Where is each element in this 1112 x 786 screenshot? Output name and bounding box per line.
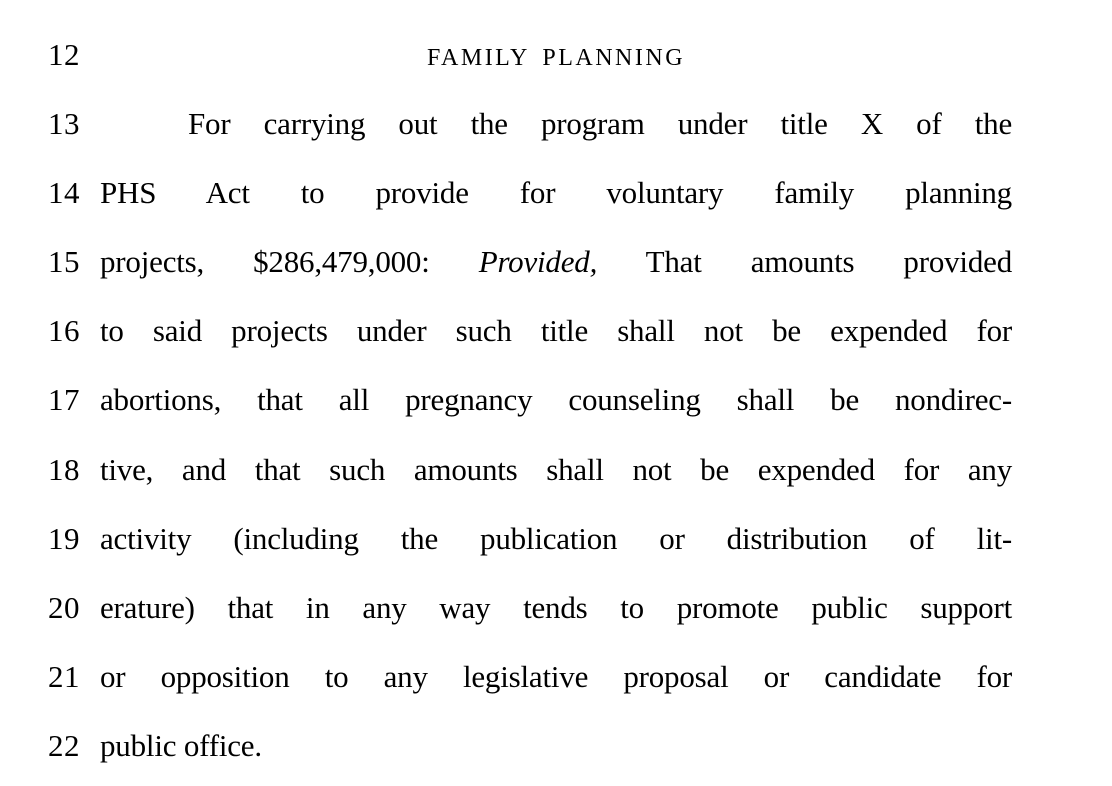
text-segment: tive, and that such amounts shall not be expended for any <box>100 451 1012 487</box>
bill-line-16 <box>48 296 1012 365</box>
line-text <box>100 158 1012 227</box>
text-segment: erature) that in any way tends to promote public support <box>100 589 1012 625</box>
bill-line-20 <box>48 573 1012 642</box>
text-segment: FAMILY PLANNING <box>426 45 686 71</box>
line-text <box>100 365 1012 434</box>
line-number: 21 <box>48 658 80 694</box>
bill-lines <box>48 20 1012 780</box>
line-text <box>100 227 1012 296</box>
line-number: 19 <box>48 520 80 556</box>
italic-text-segment: Provided, <box>478 244 598 280</box>
text-segment: to said projects under such title shall not be expended for <box>100 313 1012 349</box>
bill-line-18 <box>48 435 1012 504</box>
line-number: 12 <box>48 37 80 72</box>
line-number: 20 <box>48 589 80 625</box>
line-text <box>100 435 1012 504</box>
line-text <box>100 504 1012 573</box>
line-text <box>100 296 1012 365</box>
text-segment: activity (including the publication or distribution of lit- <box>100 520 1012 556</box>
line-number: 15 <box>48 244 80 280</box>
line-text <box>100 711 1012 780</box>
text-segment: PHS Act to provide for voluntary family planning <box>100 175 1012 211</box>
text-segment: That amounts provided <box>597 244 1012 280</box>
text-segment: projects, $286,479,000: <box>100 244 479 280</box>
bill-line-15 <box>48 227 1012 296</box>
bill-line-14 <box>48 158 1012 227</box>
text-segment: or opposition to any legislative proposal or candidate for <box>100 658 1012 694</box>
bill-line-19 <box>48 504 1012 573</box>
line-text <box>100 573 1012 642</box>
bill-line-22 <box>48 711 1012 780</box>
bill-line-21 <box>48 642 1012 711</box>
line-number: 16 <box>48 313 80 349</box>
text-segment: abortions, that all pregnancy counseling shall be nondirec- <box>100 382 1012 418</box>
section-heading <box>100 24 1012 93</box>
text-segment: public office. <box>100 727 262 763</box>
line-number: 18 <box>48 451 80 487</box>
line-number: 14 <box>48 175 80 211</box>
bill-line-12 <box>48 20 1012 89</box>
line-number: 17 <box>48 382 80 418</box>
line-number: 13 <box>48 106 80 142</box>
line-number: 22 <box>48 727 80 763</box>
bill-line-13 <box>48 89 1012 158</box>
text-segment: For carrying out the program under title X of the <box>188 106 1012 142</box>
bill-line-17 <box>48 365 1012 434</box>
line-text <box>100 642 1012 711</box>
line-text <box>100 89 1012 158</box>
